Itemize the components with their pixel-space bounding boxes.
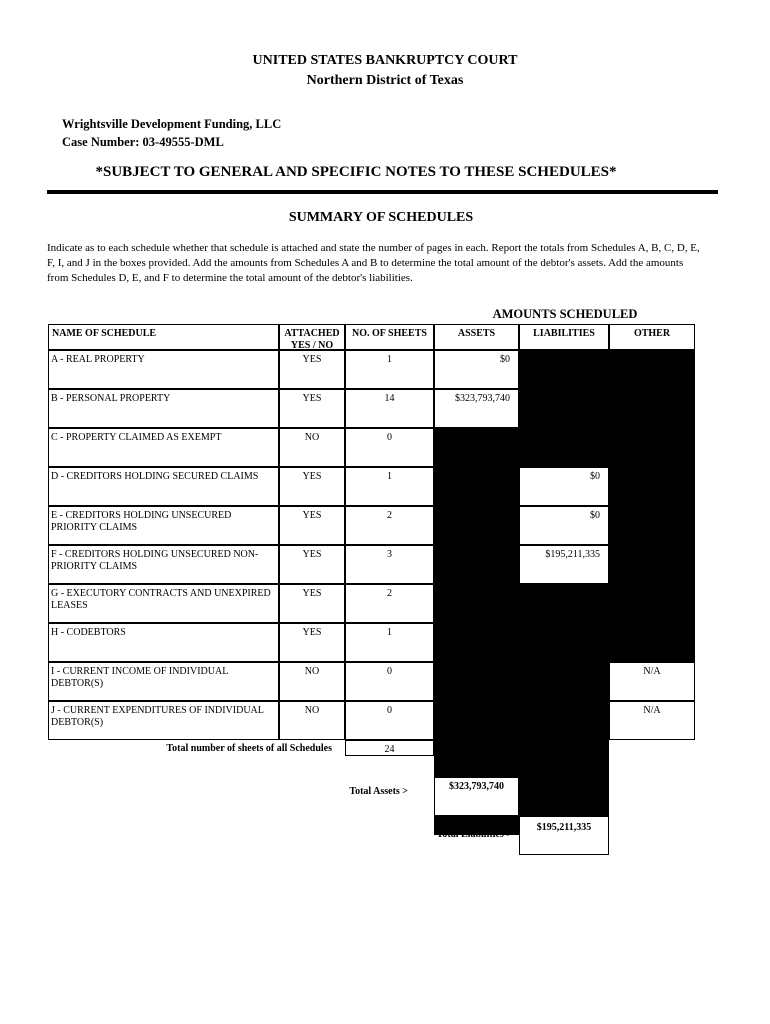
assets-value: $323,793,740: [434, 389, 519, 428]
shaded-block: [519, 740, 609, 819]
liabilities-value: $195,211,335: [519, 545, 609, 584]
sheets-value: 1: [345, 467, 434, 506]
sheets-value: 2: [345, 506, 434, 545]
sheets-value: 1: [345, 623, 434, 662]
header-attached-line: YES / NO: [290, 340, 334, 351]
schedule-name: [48, 506, 279, 545]
schedule-name-line: A - REAL PROPERTY: [51, 354, 145, 365]
schedule-name: [48, 623, 279, 662]
header-no-of-sheets: NO. OF SHEETS: [345, 324, 434, 350]
sheets-value: 0: [345, 428, 434, 467]
header-attached: [279, 324, 345, 350]
liabilities-value: $0: [519, 467, 609, 506]
header-attached-line: ATTACHED: [284, 328, 340, 339]
attached-value: NO: [279, 662, 345, 701]
sheets-value: 3: [345, 545, 434, 584]
schedule-name: [48, 545, 279, 584]
case-number: Case Number: 03-49555-DML: [62, 135, 224, 149]
attached-value: NO: [279, 701, 345, 740]
other-value: N/A: [609, 701, 695, 740]
header-liabilities: LIABILITIES: [519, 324, 609, 350]
schedule-name-line: LEASES: [51, 600, 88, 611]
total-liabilities-value: $195,211,335: [519, 816, 609, 855]
sheets-value: 14: [345, 389, 434, 428]
amounts-scheduled-heading: AMOUNTS SCHEDULED: [492, 307, 638, 321]
schedule-name-line: DEBTOR(S): [51, 717, 104, 728]
total-sheets-value: 24: [345, 740, 434, 756]
attached-value: YES: [279, 584, 345, 623]
court-title: UNITED STATES BANKRUPTCY COURT: [252, 53, 518, 68]
debtor-name: Wrightsville Development Funding, LLC: [62, 117, 282, 131]
schedule-name-line: C - PROPERTY CLAIMED AS EXEMPT: [51, 432, 222, 443]
schedule-name-line: PRIORITY CLAIMS: [51, 522, 138, 533]
attached-value: YES: [279, 467, 345, 506]
schedule-name-line: G - EXECUTORY CONTRACTS AND UNEXPIRED: [51, 588, 271, 599]
assets-value: $0: [434, 350, 519, 389]
summary-instructions: Indicate as to each schedule whether that schedule is attached and state the number of pages in each. Report the totals from Schedules A, B, C, D, E, F, I, and J in the boxes provided. Add the amounts from Schedules A and B to determine the total amount of the debtor's assets. Add the amounts from Schedules D, E, and F to determine the total amount of the debtor's liabilities.: [47, 242, 700, 284]
divider-rule: [47, 190, 718, 194]
schedule-name-line: B - PERSONAL PROPERTY: [51, 393, 171, 404]
schedule-name: [48, 350, 279, 389]
total-sheets-label: Total number of sheets of all Schedules: [166, 743, 332, 754]
header-assets: ASSETS: [434, 324, 519, 350]
schedule-name: [48, 428, 279, 467]
schedule-name-line: F - CREDITORS HOLDING UNSECURED NON-: [51, 549, 259, 560]
sheets-value: 0: [345, 662, 434, 701]
header-other: OTHER: [609, 324, 695, 350]
schedule-name-line: DEBTOR(S): [51, 678, 104, 689]
attached-value: YES: [279, 350, 345, 389]
total-liabilities-label: Total Liabilities >: [436, 829, 512, 840]
sheets-value: 2: [345, 584, 434, 623]
attached-value: YES: [279, 389, 345, 428]
schedule-name-line: E - CREDITORS HOLDING UNSECURED: [51, 510, 232, 521]
schedule-name-line: J - CURRENT EXPENDITURES OF INDIVIDUAL: [51, 705, 264, 716]
attached-value: YES: [279, 545, 345, 584]
attached-value: YES: [279, 623, 345, 662]
attached-value: NO: [279, 428, 345, 467]
schedule-name-line: H - CODEBTORS: [51, 627, 126, 638]
shaded-block: [519, 350, 695, 428]
total-assets-label: Total Assets >: [349, 786, 408, 797]
schedule-name: [48, 701, 279, 740]
total-assets-value: $323,793,740: [434, 777, 519, 816]
other-value: N/A: [609, 662, 695, 701]
court-district: Northern District of Texas: [306, 73, 464, 88]
sheets-value: 0: [345, 701, 434, 740]
attached-value: YES: [279, 506, 345, 545]
shaded-block: [434, 662, 609, 740]
sheets-value: 1: [345, 350, 434, 389]
liabilities-value: $0: [519, 506, 609, 545]
header-name-of-schedule: NAME OF SCHEDULE: [48, 324, 279, 350]
schedule-name-line: D - CREDITORS HOLDING SECURED CLAIMS: [51, 471, 259, 482]
schedule-name: [48, 389, 279, 428]
schedule-name-line: I - CURRENT INCOME OF INDIVIDUAL: [51, 666, 229, 677]
subject-notice: *SUBJECT TO GENERAL AND SPECIFIC NOTES TO THESE SCHEDULES*: [95, 164, 617, 180]
summary-title: SUMMARY OF SCHEDULES: [288, 210, 474, 225]
schedule-name-line: PRIORITY CLAIMS: [51, 561, 138, 572]
schedule-name: [48, 662, 279, 701]
schedule-name: [48, 467, 279, 506]
schedule-name: [48, 584, 279, 623]
